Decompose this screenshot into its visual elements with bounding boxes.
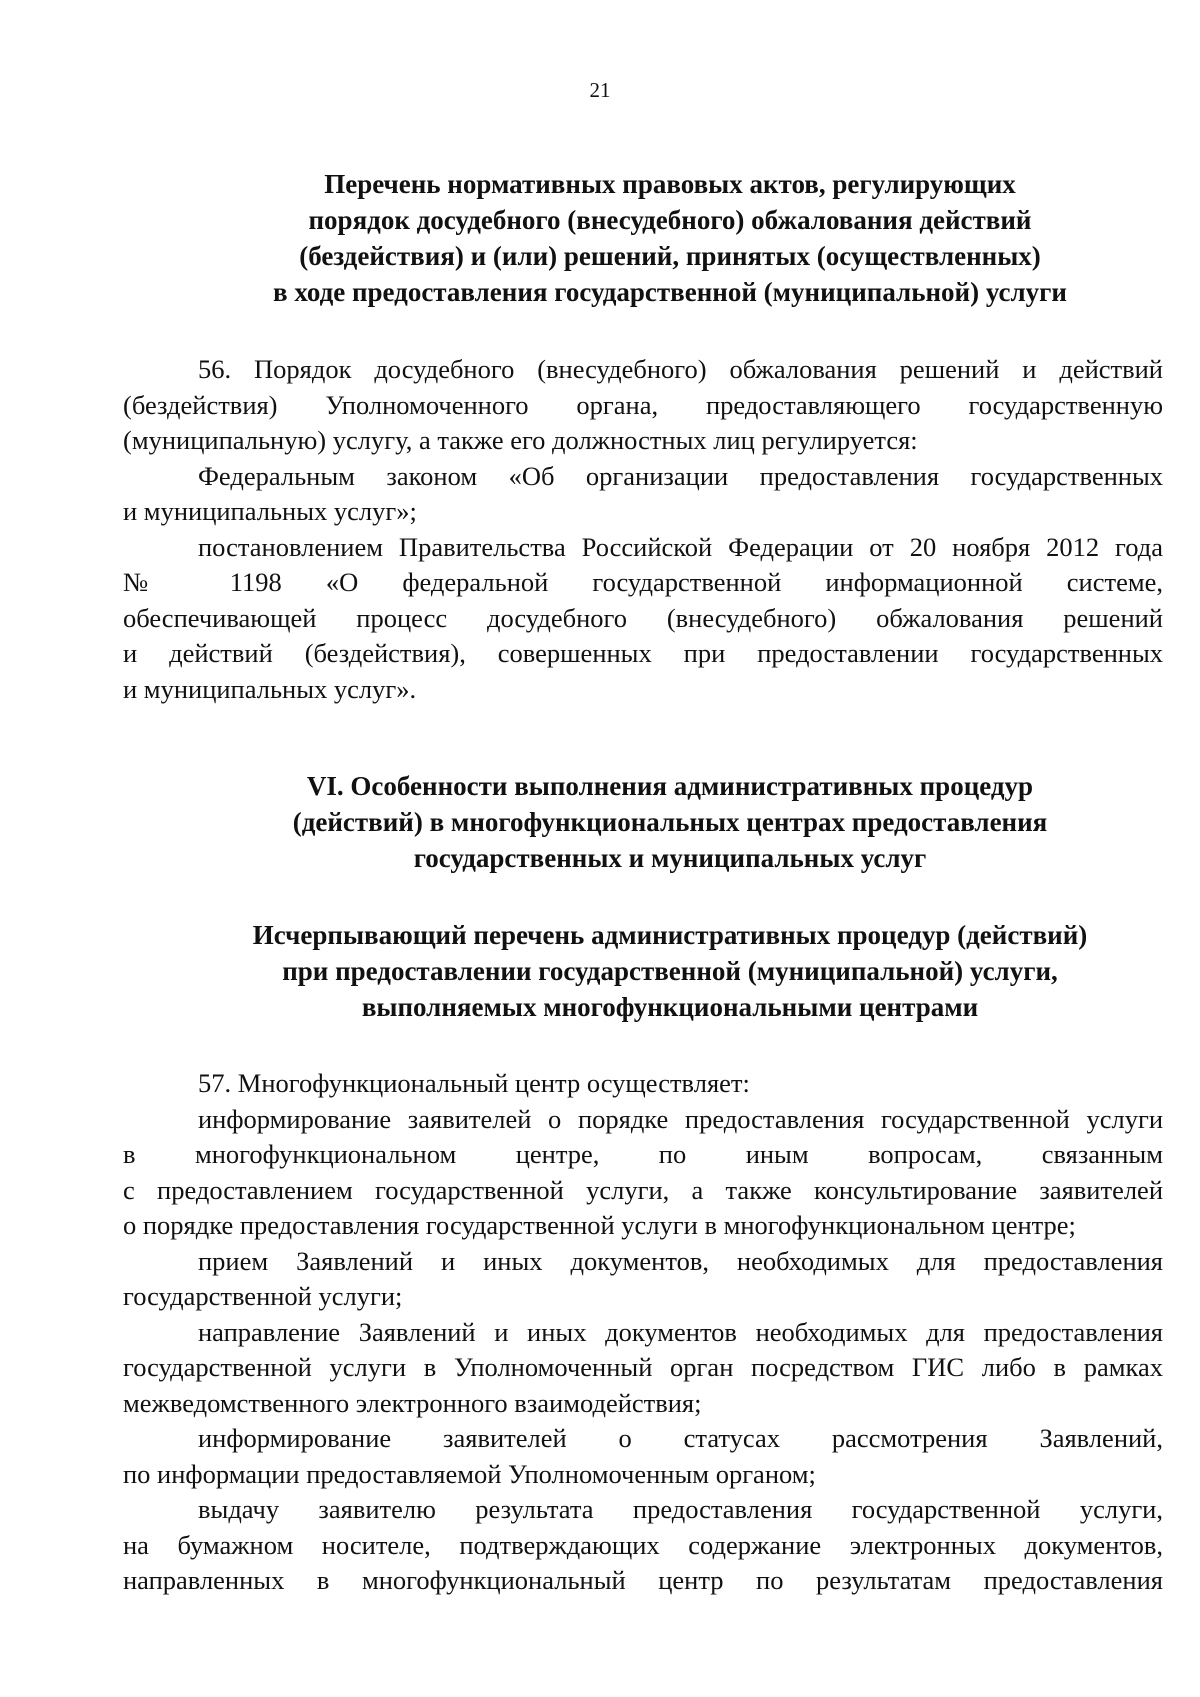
text-line: государственной услуги в Уполномоченный орган посредством ГИС либо в рамках <box>123 1352 1163 1382</box>
text-line: направленных в многофункциональный центр по результатам предоставления <box>123 1565 1163 1595</box>
paragraph-status-informing <box>123 1421 1163 1492</box>
text-line: по информации предоставляемой Уполномоченным органом; <box>123 1458 816 1489</box>
text-line: государственной услуги; <box>123 1281 403 1311</box>
text-line: направление Заявлений и иных документов необходимых для предоставления <box>198 1316 1163 1347</box>
heading-line: выполняемых многофункциональными центрами <box>361 992 979 1022</box>
text-line: постановлением Правительства Российской Федерации от 20 ноября 2012 года <box>198 531 1163 562</box>
heading-line: Исчерпывающий перечень административных процедур (действий) <box>252 920 1088 950</box>
paragraph-issuing-result <box>123 1492 1163 1599</box>
text-line: и муниципальных услуг»; <box>123 496 417 526</box>
paragraph-57 <box>123 1066 1163 1102</box>
text-line: о порядке предоставления государственной услуги в многофункциональном центре; <box>123 1210 1076 1240</box>
text-line: прием Заявлений и иных документов, необходимых для предоставления <box>198 1245 1163 1276</box>
paragraph-reception <box>123 1244 1163 1315</box>
text-line: (муниципальную) услугу, а также его должностных лиц регулируется: <box>123 425 918 455</box>
page-number: 21 <box>589 78 611 102</box>
paragraph-federal-law <box>123 459 1163 530</box>
body-text-block-1 <box>123 352 1163 707</box>
heading-line: в ходе предоставления государственной (муниципальной) услуги <box>273 277 1067 307</box>
paragraph-56 <box>123 352 1163 459</box>
paragraph-government-decree <box>123 530 1163 708</box>
text-line: выдачу заявителю результата предоставления государственной услуги, <box>198 1494 1163 1524</box>
heading-line: (бездействия) и (или) решений, принятых (осуществленных) <box>299 241 1041 271</box>
text-line: (бездействия) Уполномоченного органа, предоставляющего государственную <box>123 389 1163 420</box>
section-heading-vi <box>120 768 1200 876</box>
heading-line: (действий) в многофункциональных центрах предоставления <box>292 807 1048 837</box>
body-text-block-2 <box>123 1066 1163 1599</box>
text-line: обеспечивающей процесс досудебного (внесудебного) обжалования решений <box>123 602 1163 633</box>
text-line: информирование заявителей о статусах рассмотрения Заявлений, <box>198 1423 1163 1453</box>
text-line: межведомственного электронного взаимодействия; <box>123 1387 702 1418</box>
paragraph-informing <box>123 1102 1163 1244</box>
paragraph-forwarding <box>123 1315 1163 1422</box>
heading-line: при предоставлении государственной (муниципальной) услуги, <box>282 956 1058 986</box>
heading-line: VI. Особенности выполнения административных процедур <box>306 771 1034 801</box>
text-line: и действий (бездействия), совершенных при предоставлении государственных <box>123 638 1163 668</box>
text-line: в многофункциональном центре, по иным вопросам, связанным <box>123 1139 1163 1169</box>
text-line: № 1198 «О федеральной государственной информационной системе, <box>123 567 1163 597</box>
heading-line: Перечень нормативных правовых актов, регулирующих <box>324 169 1016 199</box>
text-line: Федеральным законом «Об организации предоставления государственных <box>198 460 1163 491</box>
text-line: 57. Многофункциональный центр осуществляет: <box>198 1068 750 1098</box>
text-line: с предоставлением государственной услуги, а также консультирование заявителей <box>123 1174 1163 1205</box>
heading-line: государственных и муниципальных услуг <box>413 843 927 873</box>
text-line: 56. Порядок досудебного (внесудебного) обжалования решений и действий <box>198 354 1163 384</box>
text-line: и муниципальных услуг». <box>123 673 417 704</box>
text-line: на бумажном носителе, подтверждающих содержание электронных документов, <box>123 1529 1163 1560</box>
subsection-heading-procedures <box>120 917 1200 1025</box>
heading-line: порядок досудебного (внесудебного) обжалования действий <box>308 205 1032 235</box>
text-line: информирование заявителей о порядке предоставления государственной услуги <box>198 1103 1163 1134</box>
section-heading-regulatory-acts <box>120 166 1200 310</box>
